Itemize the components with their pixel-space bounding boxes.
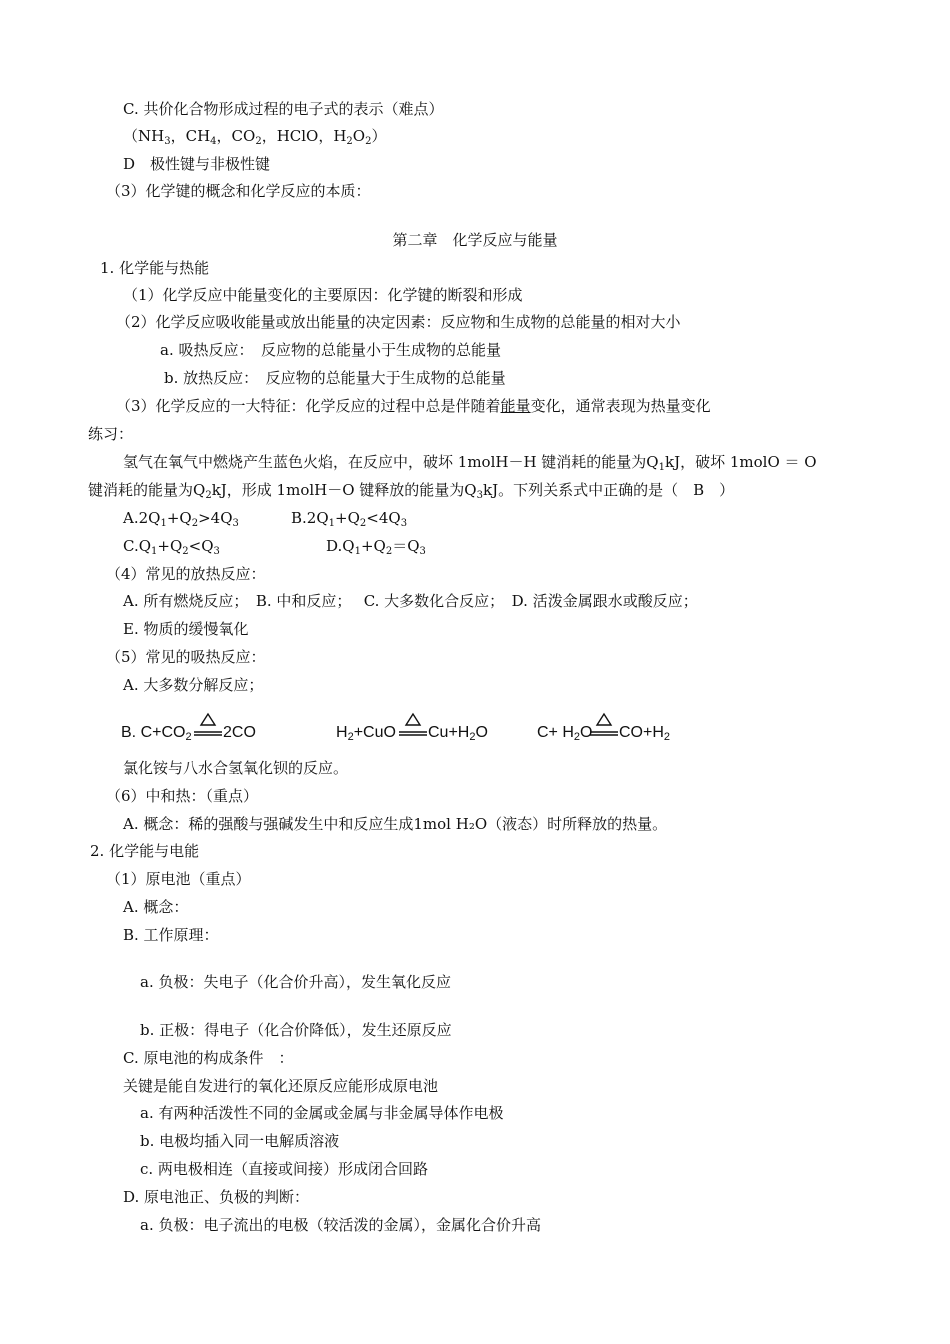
item-1-galvanic-cell: （1）原电池（重点） [106, 870, 251, 888]
electrode-judgement: D. 原电池正、负极的判断： [123, 1188, 310, 1206]
endothermic-example-a: A. 大多数分解反应； [123, 676, 264, 694]
galvanic-conditions: C. 原电池的构成条件 ： [123, 1049, 294, 1067]
negative-electrode-judgement: a. 负极：电子流出的电极（较活泼的金属），金属化合价升高 [140, 1216, 541, 1234]
item-4-exothermic-list: （4）常见的放热反应： [106, 565, 266, 583]
item-5-endothermic-list: （5）常见的吸热反应： [106, 648, 266, 666]
practice-question-line-2: 键消耗的能量为$Q_2kJ$，形成 1molH－O 键释放的能量为$Q_3kJ$。下列关系式中正确的是（ B ） [88, 481, 735, 501]
item-3-feature: （3）化学反应的一大特征：化学反应的过程中总是伴随着能量变化，通常表现为热量变化 [116, 397, 711, 415]
practice-question-line-1: 氢气在氧气中燃烧产生蓝色火焰，在反应中，破坏 1molH－H 键消耗的能量为$Q_1kJ$，破坏 1molO ＝ O [123, 453, 817, 473]
condition-c: c. 两电极相连（直接或间接）形成闭合回路 [140, 1160, 428, 1178]
heat-arrow-icon [398, 712, 428, 742]
galvanic-concept: A. 概念： [123, 898, 189, 916]
exothermic-examples: A. 所有燃烧反应； B. 中和反应； C. 大多数化合反应； D. 活泼金属跟水或酸反应； [123, 592, 698, 610]
item-c-electron-formula: C. 共价化合物形成过程的电子式的表示（难点） [123, 100, 444, 118]
option-c: $C.Q_1+Q_2<Q_3$ [123, 537, 220, 557]
item-exothermic: b. 放热反应： 反应物的总能量大于生成物的总能量 [164, 369, 506, 387]
endothermic-example-ammonium: 氯化铵与八水合氢氧化钡的反应。 [123, 759, 349, 777]
condition-a: a. 有两种活泼性不同的金属或金属与非金属导体作电极 [140, 1104, 504, 1122]
item-1-energy-cause: （1）化学反应中能量变化的主要原因：化学键的断裂和形成 [123, 286, 523, 304]
galvanic-principle: B. 工作原理： [123, 926, 219, 944]
heat-arrow-icon [589, 712, 619, 742]
item-endothermic: a. 吸热反应： 反应物的总能量小于生成物的总能量 [160, 341, 501, 359]
chapter-title: 第二章 化学反应与能量 [392, 231, 558, 249]
section-2-heading: 2. 化学能与电能 [90, 842, 200, 860]
neutralization-concept: A. 概念：稀的强酸与强碱发生中和反应生成1mol H₂O（液态）时所释放的热量。 [123, 815, 668, 833]
equation-h2-cuo: $H_2+CuO$ $Cu+H_2O$ [336, 708, 496, 748]
item-2-energy-factor: （2）化学反应吸收能量或放出能量的决定因素：反应物和生成物的总能量的相对大小 [116, 313, 681, 331]
item-6-neutralization-heat: （6）中和热：（重点） [106, 787, 259, 805]
equation-c-h2o: $C+ H_2O$ $CO+H_2$ [537, 708, 687, 748]
condition-b: b. 电极均插入同一电解质溶液 [140, 1132, 340, 1150]
negative-electrode-principle: a. 负极：失电子（化合价升高），发生氧化反应 [140, 973, 451, 991]
option-b: $B.2Q_1+Q_2<4Q_3$ [291, 509, 408, 529]
positive-electrode-principle: b. 正极：得电子（化合价降低），发生还原反应 [140, 1021, 452, 1039]
heat-arrow-icon [193, 712, 223, 742]
item-d-polar-bond: D 极性键与非极性键 [123, 155, 271, 173]
exothermic-example-e: E. 物质的缓慢氧化 [123, 620, 249, 638]
equation-c-co2: B. $C+CO_2$ 2CO [121, 708, 291, 748]
compound-list: （$NH_3$，$CH_4$，$CO_2$，HClO，$H_2O_2$） [123, 127, 387, 147]
practice-answer: B [693, 481, 705, 499]
option-d: $D.Q_1+Q_2=Q_3$ [326, 537, 426, 557]
section-1-heading: 1. 化学能与热能 [100, 259, 210, 277]
option-a: $A.2Q_1+Q_2>4Q_3$ [123, 509, 239, 529]
galvanic-key-condition: 关键是能自发进行的氧化还原反应能形成原电池 [123, 1077, 439, 1095]
item-3-bond-concept: （3）化学键的概念和化学反应的本质： [106, 182, 371, 200]
practice-label: 练习： [88, 425, 134, 443]
